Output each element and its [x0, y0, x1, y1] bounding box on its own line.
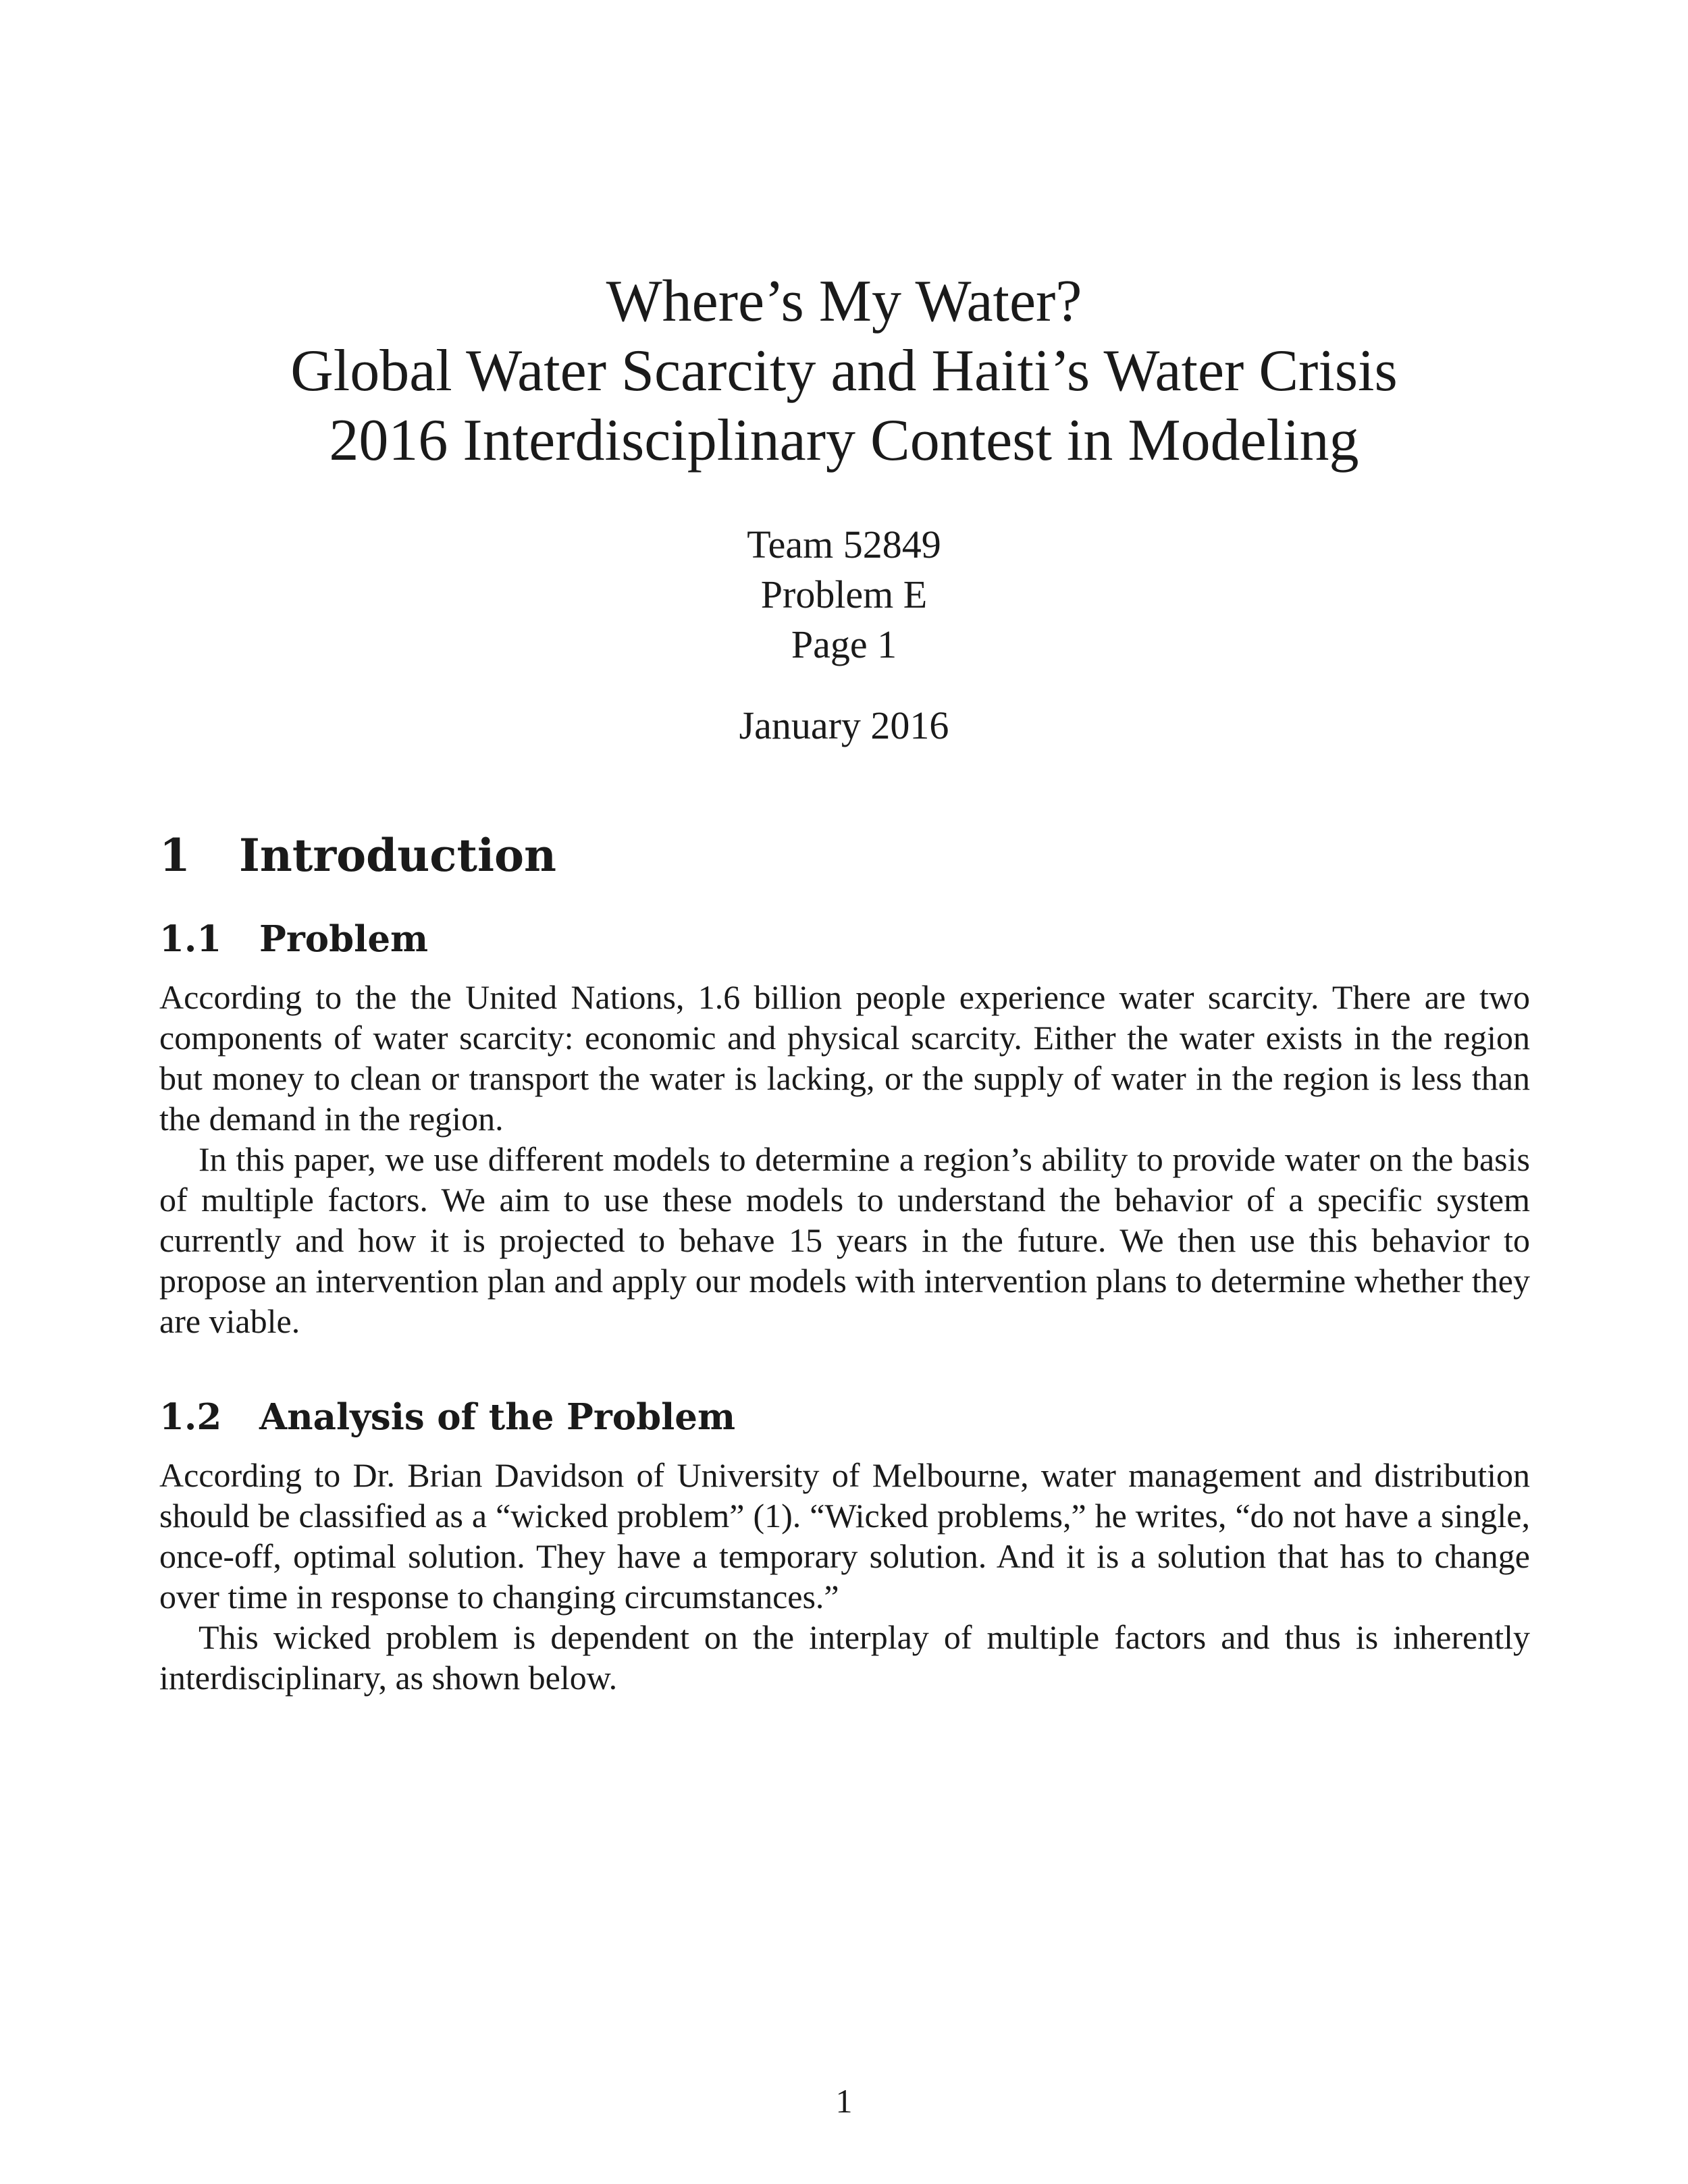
- title-line-1: Where’s My Water?: [606, 269, 1082, 334]
- author-block: [0, 520, 1688, 670]
- subsection-title: Analysis of the Problem: [259, 1396, 736, 1438]
- section-title: Introduction: [239, 829, 557, 882]
- subsection-number: 1.2: [159, 1396, 222, 1438]
- subsection-heading-analysis: [159, 1394, 1530, 1440]
- team-label: Team 52849: [747, 523, 941, 566]
- title-block: [0, 267, 1688, 475]
- subsection-title: Problem: [259, 918, 429, 960]
- title-line-2: Global Water Scarcity and Haiti’s Water Crisis: [290, 338, 1398, 404]
- section-heading-introduction: [159, 827, 1530, 884]
- problem-label: Problem E: [760, 572, 928, 616]
- date-label: January 2016: [739, 703, 949, 747]
- paragraph: According to the the United Nations, 1.6 billion people experience water scarcity. There are two components of water scarcity: economic and physical scarcity. Either the water exists in the region but money to clean or transport the water is lacking, or the supply of water in the region is less than the demand in the region.: [159, 978, 1530, 1138]
- page-label: Page 1: [791, 622, 897, 666]
- subsection-number: 1.1: [159, 918, 222, 960]
- title-line-3: 2016 Interdisciplinary Contest in Modeling: [329, 408, 1359, 473]
- subsection-heading-problem: [159, 916, 1530, 962]
- section-number: 1: [159, 829, 190, 882]
- page-number: 1: [835, 2082, 853, 2120]
- paragraph: According to Dr. Brian Davidson of University of Melbourne, water management and distribution should be classified as a “wicked problem” (1). “Wicked problems,” he writes, “do not have a single, once-off, optimal solution. They have a temporary solution. And it is a solution that has to change over time in response to changing circumstances.”: [159, 1456, 1530, 1616]
- paragraph: This wicked problem is dependent on the interplay of multiple factors and thus is inherently interdisciplinary, as shown below.: [159, 1618, 1530, 1697]
- main-content: [159, 827, 1530, 1698]
- paragraph: In this paper, we use different models to determine a region’s ability to provide water on the basis of multiple factors. We aim to use these models to understand the behavior of a specific system currently and how it is projected to behave 15 years in the future. We then use this behavior to propose an intervention plan and apply our models with intervention plans to determine whether they are viable.: [159, 1140, 1530, 1340]
